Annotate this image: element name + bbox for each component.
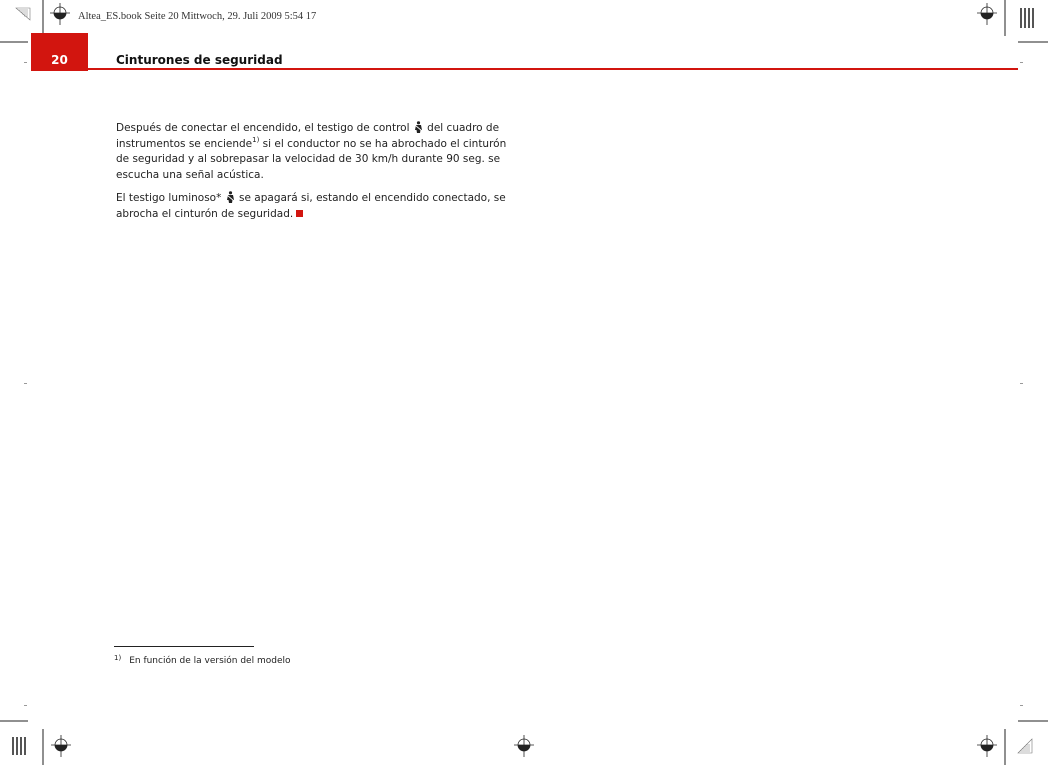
print-info-line: Altea_ES.book Seite 20 Mittwoch, 29. Juli 2009 5:54 17	[78, 11, 317, 22]
paragraph-text: del cuadro de instrumentos se enciende	[116, 122, 500, 150]
margin-tick	[24, 705, 27, 706]
paragraph-text: se apagará si, estando el encendido conectado, se abrocha el cinturón de seguridad.	[116, 192, 506, 220]
margin-tick	[1020, 383, 1023, 384]
margin-tick	[24, 383, 27, 384]
header-rule	[88, 68, 1018, 70]
footnote-text: En función de la versión del modelo	[129, 656, 291, 666]
page-number: 20	[51, 53, 68, 67]
crosshair-icon-top-right	[975, 3, 999, 27]
crosshair-icon-bottom-center	[512, 735, 536, 759]
paragraph-text: Después de conectar el encendido, el testigo de control	[116, 122, 413, 134]
registration-mark-bottom-right	[1000, 715, 1048, 765]
seatbelt-warning-icon	[414, 121, 423, 133]
margin-tick	[1020, 62, 1023, 63]
footnote-rule	[114, 646, 254, 647]
footnote-reference: 1)	[252, 135, 260, 144]
margin-tick	[24, 62, 27, 63]
paragraph-1	[116, 121, 516, 183]
crosshair-icon-bottom-left	[49, 735, 73, 759]
footnote	[114, 654, 291, 666]
section-title: Cinturones de seguridad	[116, 53, 283, 67]
seatbelt-warning-icon	[226, 191, 235, 203]
margin-tick	[1020, 705, 1023, 706]
registration-mark-top-right	[1000, 0, 1048, 45]
crosshair-icon-bottom-right	[975, 735, 999, 759]
crosshair-icon-top-left	[48, 3, 72, 27]
paragraph-2	[116, 191, 516, 222]
end-of-section-mark	[296, 210, 303, 217]
footnote-marker: 1)	[114, 654, 122, 662]
paragraph-text: si el conductor no se ha abrochado el cinturón de seguridad y al sobrepasar la velocidad de 30 km/h durante 90 seg. se escucha una señal acústica.	[116, 137, 507, 181]
paragraph-text: El testigo luminoso*	[116, 192, 225, 204]
